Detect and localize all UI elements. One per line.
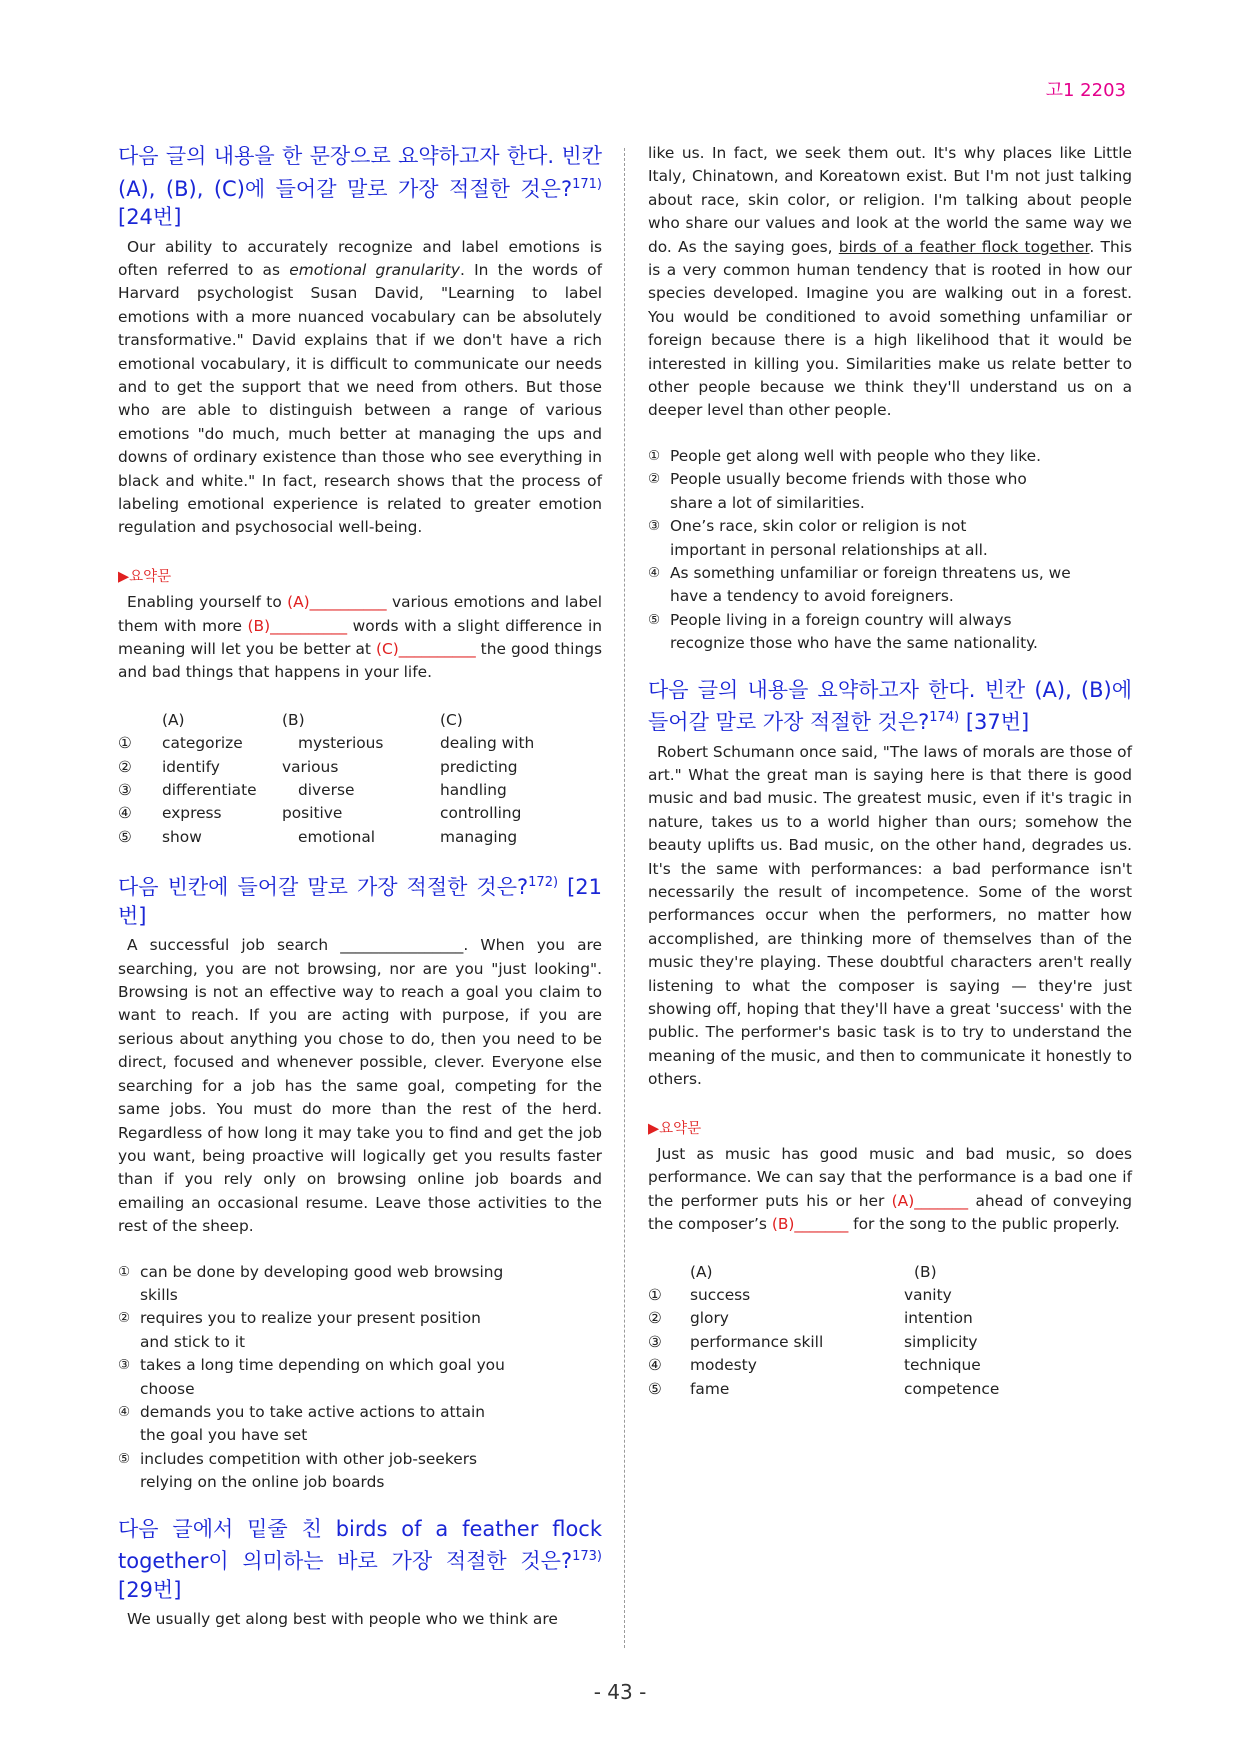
choice-row[interactable]: ① categorize mysterious dealing with: [118, 734, 535, 753]
option-item[interactable]: ⑤ People living in a foreign country will always recognize those who have the same nationality.: [648, 610, 1038, 653]
question-173-title: 다음 글에서 밑줄 친 birds of a feather flock together이 의미하는 바로 가장 적절한 것은?$^{173)}$ [29번]: [118, 1516, 602, 1602]
option-item[interactable]: ⑤ includes competition with other job-seekers relying on the online job boards: [118, 1449, 478, 1492]
question-172-options: [118, 1261, 602, 1495]
summary-label: ▶요약문: [648, 1120, 702, 1137]
blank-b: (B)__________: [247, 616, 348, 635]
choice-header-row: (A) (B): [690, 1262, 937, 1281]
blank-a: (A)__________: [287, 593, 387, 612]
left-column: [118, 142, 602, 1632]
question-174-passage: Robert Schumann once said, "The laws of morals are those of art." What the great man is saying here is that there is good music and bad music. The greatest music, even if it's tragic in nature, takes us to a world higher than ours; somehow the beauty uplifts us. Bad music, on the other hand, degrades us. It's the same with performances: a bad performance isn't necessarily the result of incompetence. Some of the worst performances occur when the performers, no matter how accomplished, are thinking more of themselves than of the music they're playing. These doubtful characters aren't really listening to what the composer is saying — they're just showing off, hoping that they'll have a great 'success' with the public. The performer's basic task is to try to understand the meaning of the music, and then to communicate it honestly to others.: [648, 742, 1132, 1089]
question-174-title: 다음 글의 내용을 요약하고자 한다. 빈칸 (A), (B)에 들어갈 말로 가장 적절한 것은?$^{174)}$ [37번]: [648, 677, 1132, 735]
option-item[interactable]: ① People get along well with people who they like.: [648, 446, 1042, 465]
question-172-title: 다음 빈칸에 들어갈 말로 가장 적절한 것은?$^{172)}$ [21번]: [118, 875, 602, 928]
choice-row[interactable]: ② glory intention: [648, 1309, 973, 1328]
choice-row[interactable]: ⑤ show emotional managing: [118, 827, 518, 846]
question-171-summary: Enabling yourself to (A)__________ various emotions and label them with more (B)__________ words with a slight difference in meaning will let you be better at (C)__________ the good things and bad things that happens in your life.: [118, 593, 602, 682]
option-item[interactable]: ③ One’s race, skin color or religion is not important in personal relationships at all.: [648, 517, 988, 559]
blank-c: (C)__________: [375, 640, 476, 658]
choice-header-row: (A) (B) (C): [162, 710, 463, 729]
choice-row[interactable]: ④ modesty technique: [648, 1356, 981, 1375]
question-171-passage: Our ability to accurately recognize and label emotions is often referred to as emotional granularity. In the words of Harvard psychologist Susan David, "Learning to label emotions with a more nuanced vocabulary can be absolutely transformative." David explains that if we don't have a rich emotional vocabulary, it is difficult to communicate our needs and to get the support that we need from others. But those who are able to distinguish between a range of various emotions "do much, much better at managing the ups and downs of ordinary existence than those who see everything in black and white." In fact, research shows that the process of labeling emotional experience is related to greater emotion regulation and psychosocial well-being.: [118, 237, 603, 537]
question-174-summary: Just as music has good music and bad music, so does performance. We can say that the performance is a bad one if the performer puts his or her (A)_______ ahead of conveying the composer’s (B)_______ for the song to the public properly.: [648, 1145, 1133, 1234]
option-item[interactable]: ③ takes a long time depending on which goal you choose: [118, 1356, 505, 1398]
option-item[interactable]: ① can be done by developing good web browsing skills: [118, 1262, 504, 1304]
question-172-passage: A successful job search ________________. When you are searching, you are not browsing, nor are you "just looking". Browsing is not an effective way to reach a goal you claim to want to reach. If you are acting with purpose, if you are serious about anything you chose to do, then you need to be direct, focused and whenever possible, clever. Everyone else searching for a job has the same goal, competing for the same jobs. You must do more than the rest of the herd. Regardless of how long it may take you to find and get the job you want, being proactive will logically get you results faster than if you rely only on browsing online job boards and emailing an occasional resume. Leave those activities to the rest of the sheep.: [118, 936, 602, 1236]
summary-label: ▶요약문: [118, 568, 172, 585]
underlined-phrase: birds of a feather flock together: [838, 237, 1090, 256]
page-number: - 43 -: [593, 1680, 647, 1704]
choice-row[interactable]: ③ differentiate diverse handling: [118, 781, 507, 800]
option-item[interactable]: ④ demands you to take active actions to attain the goal you have set: [118, 1402, 486, 1445]
question-173-passage-start: We usually get along best with people who we think are: [127, 1610, 558, 1629]
question-174-choices: [648, 1261, 999, 1401]
blank-b: (B)_______: [771, 1215, 849, 1234]
option-item[interactable]: ② People usually become friends with those who share a lot of similarities.: [648, 470, 1027, 512]
choice-row[interactable]: ② identify various predicting: [118, 757, 518, 776]
header-tag: 고1 2203: [1045, 80, 1126, 101]
question-173-passage-continued: like us. In fact, we seek them out. It's why places like Little Italy, Chinatown, and Koreatown exist. But I'm not just talking about race, skin color, or religion. I'm talking about people who share our values and look at the world the same way we do. As the saying goes, birds of a feather flock together. This is a very common human tendency that is rooted in how our species developed. Imagine you are walking out in a forest. You would be conditioned to avoid something unfamiliar or foreign because there is a high likelihood that it would be interested in killing you. Similarities make us relate better to other people because we think they'll understand us on a deeper level than other people.: [648, 144, 1132, 420]
question-173-options: [648, 445, 1132, 656]
option-item[interactable]: ② requires you to realize your present position and stick to it: [118, 1309, 481, 1351]
choice-row[interactable]: ④ express positive controlling: [118, 804, 522, 823]
choice-row[interactable]: ① success vanity: [648, 1286, 952, 1305]
blank-a: (A)_______: [891, 1191, 969, 1210]
question-171-title: 다음 글의 내용을 한 문장으로 요약하고자 한다. 빈칸 (A), (B), (C)에 들어갈 말로 가장 적절한 것은?$^{171)}$ [24번]: [118, 144, 602, 229]
choice-row[interactable]: ③ performance skill simplicity: [648, 1332, 978, 1351]
right-column: [648, 142, 1132, 1401]
choice-row[interactable]: ⑤ fame competence: [648, 1379, 1000, 1398]
option-item[interactable]: ④ As something unfamiliar or foreign threatens us, we have a tendency to avoid foreigners.: [648, 563, 1071, 606]
question-171-choices: [118, 709, 534, 849]
column-divider: [624, 148, 625, 1648]
